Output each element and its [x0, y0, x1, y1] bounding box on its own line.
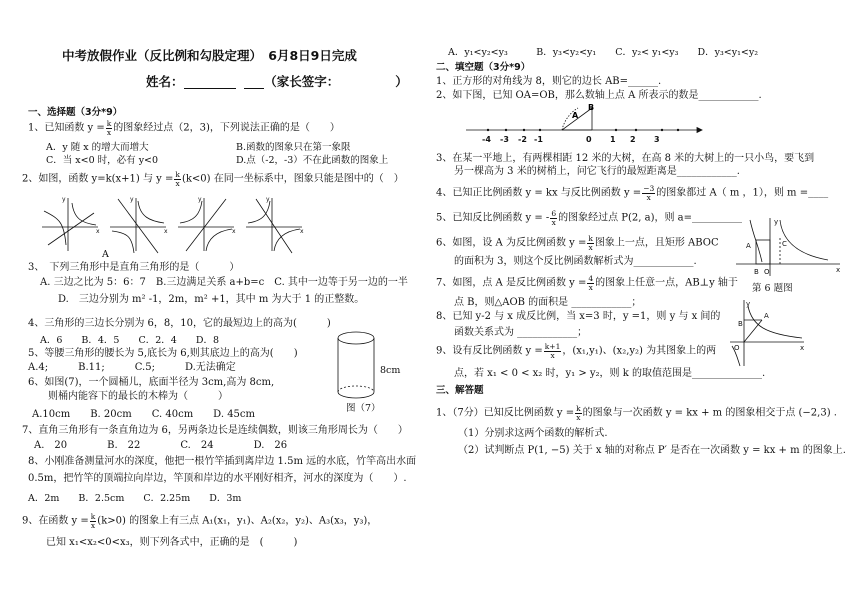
- q9-options: A．y₁<y₂<y₃ B．y₃<y₂<y₁ C．y₂< y₁<y₃ D．y₃<y₁<y₂: [448, 47, 759, 58]
- question-4: 4、三角形的三边长分别为 6，8，10，它的最短边上的高为( ): [28, 318, 331, 329]
- question-8-cont: 0.5m，把竹竿的顶端拉向岸边，竿顶和岸边的水平刚好相齐，河水的深度为（ ）.: [28, 473, 407, 484]
- svg-text:A: A: [764, 312, 769, 320]
- svg-text:y: y: [746, 300, 751, 308]
- fill-2: 2、如下图，已知 OA=OB，那么数轴上点 A 所表示的数是____________.: [436, 90, 762, 101]
- q1-option-a: A．y 随 x 的增大而增大: [46, 142, 149, 153]
- svg-text:y: y: [198, 196, 202, 203]
- graph-label-a: A: [102, 249, 109, 260]
- question-3: 3、 下列三角形中是直角三角形的是（ ）: [28, 262, 240, 273]
- question-6: 6、如图(7)，一个圆桶儿，底面半径为 3cm,高为 8cm,: [28, 377, 275, 388]
- section-answer-title: 三、解答题: [436, 385, 484, 396]
- svg-text:O: O: [764, 268, 770, 276]
- svg-text:B: B: [738, 320, 743, 328]
- section-fill-title: 二、填空题（3分*9）: [436, 62, 531, 73]
- axis-tick-label: 2: [630, 135, 636, 144]
- fill-8-cont: 函数关系式为 ____________；: [454, 327, 588, 338]
- axis-tick-label: -2: [518, 135, 527, 144]
- svg-text:y: y: [62, 196, 66, 203]
- svg-text:x: x: [96, 228, 100, 235]
- q6-options: A.10cm B. 20cm C. 40cm D. 45cm: [32, 409, 256, 420]
- question-7: 7、直角三角形有一条直角边为 6，另两条边长是连续偶数，则该三角形周长为（ ）: [22, 425, 408, 436]
- q3-option-d: D. 三边分别为 m² -1，2m，m² +1，其中 m 为大于 1 的正整数。: [58, 294, 365, 305]
- solve-1a: （1）分别求这两个函数的解析式.: [458, 428, 608, 439]
- fig7-graph: [730, 300, 810, 370]
- section-choice-title: 一、选择题（3分*9）: [28, 107, 123, 118]
- q2-graphs: [38, 193, 328, 263]
- axis-tick-label: -1: [534, 135, 543, 144]
- q8-options: A．2m B．2.5cm C．2.25m D．3m: [28, 493, 242, 504]
- question-9: 9、在函数 y = $\frac{k}{x}$ (k>0) 的图象上有三点 A₁(x₁，y₁)、A₂(x₂，y₂)、A₃(x₃，y₃)，: [22, 512, 378, 530]
- solve-1: 1、（7分）已知反比例函数 y = $\frac{k}{x}$ 的图象与一次函数 y = kx + m 的图象相交于点 (−2,3) .: [436, 404, 837, 422]
- cylinder-caption: 图（7）: [346, 403, 381, 414]
- cylinder-height-label: 8cm: [380, 365, 401, 376]
- q4-options: A．6 B．4．5 C．2．4 D．8: [40, 335, 219, 346]
- fill-6: 6、如图，设 A 为反比例函数 y = $\frac{k}{x}$ 图象上一点，且矩形 ABOC: [436, 234, 719, 252]
- svg-text:B: B: [754, 268, 759, 276]
- svg-text:x: x: [232, 228, 236, 235]
- fill-5: 5、已知反比例函数 y = - $\frac{6}{x}$ 的图象经过点 P(2, a)，则 a=__________: [436, 209, 743, 227]
- svg-text:x: x: [800, 344, 805, 352]
- worksheet-title: 中考放假作业（反比例和勾股定理） 6月8日9日完成: [62, 48, 357, 63]
- fraction: $\frac{k}{x}$: [106, 119, 112, 137]
- fill-3-cont: 另一棵高为 3 米的树梢上，问它飞行的最短距离是____________.: [454, 166, 740, 177]
- q1-option-b: B.函数的图象只在第一象限: [236, 142, 351, 153]
- question-1: 1、已知函数 y = $\frac{k}{x}$ 的图象经过点（2，3)，下列说法正确的是（ ）: [28, 119, 340, 137]
- svg-text:y: y: [130, 196, 134, 203]
- fill-7-cont: 点 B，则△AOB 的面积是 ____________；: [454, 297, 642, 308]
- fill-3: 3、在某一平地上，有两棵相距 12 米的大树，在高 8 米的大树上的一只小鸟，要飞到: [436, 153, 815, 164]
- fill-1: 1、正方形的对角线为 8，则它的边长 AB=______.: [436, 76, 662, 87]
- q1-option-d: D.点（-2，-3）不在此函数的图象上: [236, 155, 389, 166]
- svg-text:O: O: [734, 344, 740, 352]
- fill-6-cont: 的面积为 3，则这个反比例函数解析式为____________.: [454, 256, 697, 267]
- fig6-caption: 第 6 题图: [752, 283, 793, 294]
- solve-1b: （2）试判断点 P(1, −5) 关于 x 轴的对称点 P′ 是否在一次函数 y = kx + m 的图象上.: [458, 445, 846, 456]
- q5-options: A.4; B.11; C.5; D.无法确定: [28, 362, 236, 373]
- fill-9: 9、设有反比例函数 y = $\frac{k+1}{x}$ ，(x₁,y₁)、(x₂,y₂) 为其图象上的两: [436, 342, 717, 360]
- fill-7: 7、如图，点 A 是反比例函数 y = $\frac{4}{x}$ 的图象上任意一点，AB⊥y 轴于: [436, 274, 738, 292]
- question-5: 5、等腰三角形的腰长为 5,底长为 6,则其底边上的高为( ): [28, 348, 298, 359]
- fill-8: 8、已知 y-2 与 x 成反比例，当 x=3 时，y =1，则 y 与 x 间的: [436, 311, 721, 322]
- question-8: 8、小刚准备测量河水的深度，他把一根竹竿插到离岸边 1.5m 远的水底，竹竿高出水面: [28, 456, 417, 467]
- axis-tick-label: 0: [586, 135, 592, 144]
- axis-tick-label: -3: [500, 135, 509, 144]
- svg-text:x: x: [836, 266, 841, 274]
- question-6-cont: 则桶内能容下的最长的木棒为（ ）: [48, 391, 228, 402]
- svg-text:x: x: [300, 228, 304, 235]
- svg-text:y: y: [774, 218, 779, 226]
- svg-text:C: C: [782, 240, 787, 248]
- svg-text:x: x: [164, 228, 168, 235]
- q3-options-abc: A. 三边之比为 5：6：7 B.三边满足关系 a+b=c C. 其中一边等于另一边的一半: [40, 277, 408, 288]
- axis-tick-label: 3: [654, 135, 660, 144]
- name-label: 姓名： （家长签字： ）: [146, 74, 408, 89]
- svg-text:y: y: [266, 196, 270, 203]
- axis-tick-label: 1: [610, 135, 616, 144]
- number-line-figure: [466, 104, 706, 146]
- fig6-graph: [736, 218, 844, 278]
- question-2: 2、如图，函数 y=k(x+1) 与 y = $\frac{k}{x}$ (k<0) 在同一坐标系中，图象只能是图中的（ ）: [22, 170, 404, 188]
- axis-label-a: A: [572, 111, 579, 120]
- axis-label-b: B: [588, 103, 595, 112]
- fill-9-cont: 点，若 x₁ < 0 < x₂ 时，y₁ > y₂，则 k 的取值范围是______________.: [454, 368, 766, 379]
- question-9-cont: 已知 x₁<x₂<0<x₃，则下列各式中，正确的是 ( ): [46, 537, 298, 548]
- svg-text:A: A: [746, 242, 751, 250]
- axis-tick-label: -4: [482, 135, 491, 144]
- cylinder-figure: [336, 330, 380, 402]
- q7-options: A. 20 B. 22 C. 24 D. 26: [34, 440, 288, 451]
- axis-ticks: [482, 135, 660, 144]
- q1-option-c: C．当 x<0 时，必有 y<0: [46, 155, 159, 166]
- fill-4: 4、已知正比例函数 y = kx 与反比例函数 y = $\frac{-3}{x}$ 的图象都过 A（ m ，1），则 m =____: [436, 184, 829, 202]
